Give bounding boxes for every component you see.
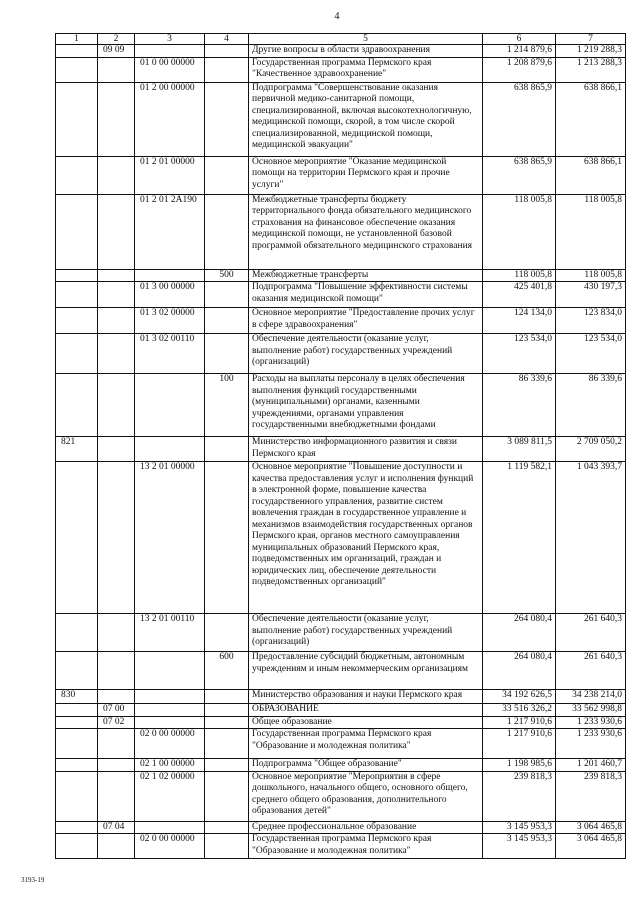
amount-cell-col7: 123 834,0 — [556, 308, 626, 334]
table-row — [56, 374, 626, 437]
section-code-cell: 07 00 — [98, 704, 135, 717]
section-code-cell — [98, 437, 135, 462]
target-article-cell: 02 1 00 00000 — [135, 759, 205, 772]
table-row — [56, 194, 626, 269]
expense-type-cell: 100 — [205, 374, 249, 437]
name-cell: Министерство образования и науки Пермского края — [249, 690, 483, 704]
amount-cell-col6: 33 516 326,2 — [483, 704, 556, 717]
section-code-cell: 07 02 — [98, 716, 135, 729]
amount-cell-col6: 1 119 582,1 — [483, 462, 556, 614]
name-cell: Государственная программа Пермского края "Образование и молодежная политика" — [249, 729, 483, 759]
section-code-cell — [98, 759, 135, 772]
amount-cell-col7: 1 233 930,6 — [556, 729, 626, 759]
name-cell: Общее образование — [249, 716, 483, 729]
expense-type-cell — [205, 704, 249, 717]
target-article-cell — [135, 437, 205, 462]
section-code-cell — [98, 729, 135, 759]
ministry-code-cell — [56, 269, 98, 282]
ministry-code-cell: 821 — [56, 437, 98, 462]
amount-cell-col6: 1 217 910,6 — [483, 716, 556, 729]
table-row — [56, 156, 626, 194]
section-code-cell — [98, 269, 135, 282]
section-code-cell — [98, 834, 135, 859]
table-body — [56, 45, 626, 859]
target-article-cell — [135, 704, 205, 717]
expense-type-cell — [205, 834, 249, 859]
amount-cell-col6: 239 818,3 — [483, 771, 556, 821]
name-cell: Основное мероприятие "Мероприятия в сфере дошкольного, начального общего, основного общего, среднего общего образования, дополнительного образования детей" — [249, 771, 483, 821]
table-row — [56, 729, 626, 759]
name-cell: Расходы на выплаты персоналу в целях обеспечения выполнения функций государственными (муниципальными) органами, казенными учреждениями, органами управления государственными внебюджетными фондами — [249, 374, 483, 437]
ministry-code-cell — [56, 759, 98, 772]
ministry-code-cell — [56, 652, 98, 690]
expense-type-cell — [205, 334, 249, 374]
amount-cell-col7: 1 213 288,3 — [556, 57, 626, 82]
expense-type-cell — [205, 729, 249, 759]
table-row — [56, 716, 626, 729]
name-cell: Подпрограмма "Совершенствование оказания первичной медико-санитарной помощи, специализированной, включая высокотехнологичную, медицинской помощи, скорой, в том числе скорой специализированной, медицинской помощи, медицинской эвакуации" — [249, 82, 483, 156]
target-article-cell: 02 0 00 00000 — [135, 729, 205, 759]
amount-cell-col6: 3 145 953,3 — [483, 834, 556, 859]
target-article-cell — [135, 652, 205, 690]
section-code-cell — [98, 374, 135, 437]
section-code-cell — [98, 614, 135, 652]
document-footer-code: 3193-19 — [21, 876, 45, 884]
amount-cell-col6: 123 534,0 — [483, 334, 556, 374]
amount-cell-col7: 86 339,6 — [556, 374, 626, 437]
section-code-cell — [98, 82, 135, 156]
target-article-cell: 02 0 00 00000 — [135, 834, 205, 859]
table-row — [56, 690, 626, 704]
column-header: 3 — [135, 34, 205, 45]
name-cell: Обеспечение деятельности (оказание услуг, выполнение работ) государственных учреждений (организаций) — [249, 614, 483, 652]
amount-cell-col7: 1 201 460,7 — [556, 759, 626, 772]
section-code-cell — [98, 334, 135, 374]
amount-cell-col7: 3 064 465,8 — [556, 821, 626, 834]
amount-cell-col6: 3 145 953,3 — [483, 821, 556, 834]
target-article-cell — [135, 690, 205, 704]
amount-cell-col6: 264 080,4 — [483, 614, 556, 652]
column-header: 2 — [98, 34, 135, 45]
name-cell: Государственная программа Пермского края "Образование и молодежная политика" — [249, 834, 483, 859]
name-cell: Межбюджетные трансферты бюджету территориального фонда обязательного медицинского страхования на финансовое обеспечение оказания медицинской помощи, не установленной базовой программой обязательного медицинского страхования — [249, 194, 483, 269]
section-code-cell: 09 09 — [98, 45, 135, 58]
amount-cell-col7: 638 866,1 — [556, 156, 626, 194]
ministry-code-cell — [56, 729, 98, 759]
name-cell: Подпрограмма "Общее образование" — [249, 759, 483, 772]
target-article-cell: 01 0 00 00000 — [135, 57, 205, 82]
amount-cell-col6: 264 080,4 — [483, 652, 556, 690]
amount-cell-col6: 1 214 879,6 — [483, 45, 556, 58]
expense-type-cell — [205, 282, 249, 308]
target-article-cell: 13 2 01 00110 — [135, 614, 205, 652]
name-cell: Министерство информационного развития и связи Пермского края — [249, 437, 483, 462]
amount-cell-col7: 261 640,3 — [556, 614, 626, 652]
name-cell: Межбюджетные трансферты — [249, 269, 483, 282]
amount-cell-col6: 86 339,6 — [483, 374, 556, 437]
ministry-code-cell — [56, 334, 98, 374]
target-article-cell: 01 2 01 00000 — [135, 156, 205, 194]
page-number: 4 — [334, 11, 340, 22]
amount-cell-col7: 261 640,3 — [556, 652, 626, 690]
amount-cell-col6: 3 089 811,5 — [483, 437, 556, 462]
expense-type-cell — [205, 194, 249, 269]
target-article-cell — [135, 374, 205, 437]
ministry-code-cell — [56, 82, 98, 156]
table-row — [56, 759, 626, 772]
expense-type-cell — [205, 759, 249, 772]
table-row — [56, 462, 626, 614]
amount-cell-col7: 33 562 998,8 — [556, 704, 626, 717]
amount-cell-col6: 1 208 879,6 — [483, 57, 556, 82]
amount-cell-col6: 425 401,8 — [483, 282, 556, 308]
amount-cell-col6: 124 134,0 — [483, 308, 556, 334]
section-code-cell — [98, 194, 135, 269]
expense-type-cell — [205, 156, 249, 194]
section-code-cell — [98, 156, 135, 194]
ministry-code-cell — [56, 834, 98, 859]
target-article-cell: 01 2 01 2А190 — [135, 194, 205, 269]
ministry-code-cell — [56, 771, 98, 821]
amount-cell-col6: 118 005,8 — [483, 269, 556, 282]
expense-type-cell: 600 — [205, 652, 249, 690]
column-header: 5 — [249, 34, 483, 45]
column-header: 4 — [205, 34, 249, 45]
amount-cell-col7: 239 818,3 — [556, 771, 626, 821]
ministry-code-cell — [56, 821, 98, 834]
name-cell: Основное мероприятие "Повышение доступности и качества предоставления услуг и исполнения функций в электронной форме, повышение качества государственного управления, развитие систем вовлечения граждан в государственное управление и механизмов взаимодействия государственных органов Пермского края, органов местного самоуправления муниципальных образований Пермского края, подведомственных им организаций, граждан и юридических лиц, обеспечение деятельности подведомственных организаций" — [249, 462, 483, 614]
amount-cell-col7: 118 005,8 — [556, 194, 626, 269]
name-cell: Другие вопросы в области здравоохранения — [249, 45, 483, 58]
amount-cell-col6: 638 865,9 — [483, 82, 556, 156]
ministry-code-cell — [56, 614, 98, 652]
amount-cell-col7: 1 233 930,6 — [556, 716, 626, 729]
target-article-cell — [135, 45, 205, 58]
ministry-code-cell — [56, 716, 98, 729]
target-article-cell: 01 3 02 00110 — [135, 334, 205, 374]
target-article-cell: 13 2 01 00000 — [135, 462, 205, 614]
section-code-cell: 07 04 — [98, 821, 135, 834]
table-row — [56, 282, 626, 308]
amount-cell-col7: 1 043 393,7 — [556, 462, 626, 614]
table-row — [56, 308, 626, 334]
amount-cell-col6: 34 192 626,5 — [483, 690, 556, 704]
name-cell: Среднее профессиональное образование — [249, 821, 483, 834]
table-row — [56, 771, 626, 821]
amount-cell-col7: 638 866,1 — [556, 82, 626, 156]
section-code-cell — [98, 57, 135, 82]
table-row — [56, 334, 626, 374]
expense-type-cell — [205, 821, 249, 834]
expense-type-cell — [205, 57, 249, 82]
target-article-cell: 01 3 02 00000 — [135, 308, 205, 334]
expense-type-cell — [205, 690, 249, 704]
amount-cell-col6: 118 005,8 — [483, 194, 556, 269]
ministry-code-cell — [56, 57, 98, 82]
column-header: 7 — [556, 34, 626, 45]
table-row — [56, 57, 626, 82]
target-article-cell — [135, 269, 205, 282]
table-header-row — [56, 34, 626, 45]
name-cell: Основное мероприятие "Оказание медицинской помощи на территории Пермского края и прочие услуги" — [249, 156, 483, 194]
target-article-cell: 01 3 00 00000 — [135, 282, 205, 308]
expense-type-cell: 500 — [205, 269, 249, 282]
name-cell: Предоставление субсидий бюджетным, автономным учреждениям и иным некоммерческим организациям — [249, 652, 483, 690]
amount-cell-col7: 2 709 050,2 — [556, 437, 626, 462]
amount-cell-col6: 1 217 910,6 — [483, 729, 556, 759]
ministry-code-cell — [56, 308, 98, 334]
expense-type-cell — [205, 437, 249, 462]
expense-type-cell — [205, 45, 249, 58]
table-row — [56, 834, 626, 859]
ministry-code-cell — [56, 194, 98, 269]
ministry-code-cell — [56, 462, 98, 614]
section-code-cell — [98, 771, 135, 821]
table-row — [56, 82, 626, 156]
ministry-code-cell — [56, 156, 98, 194]
amount-cell-col7: 3 064 465,8 — [556, 834, 626, 859]
ministry-code-cell — [56, 45, 98, 58]
column-header: 6 — [483, 34, 556, 45]
amount-cell-col7: 118 005,8 — [556, 269, 626, 282]
amount-cell-col6: 1 198 985,6 — [483, 759, 556, 772]
target-article-cell: 01 2 00 00000 — [135, 82, 205, 156]
amount-cell-col7: 34 238 214,0 — [556, 690, 626, 704]
ministry-code-cell — [56, 704, 98, 717]
table-row — [56, 614, 626, 652]
expense-type-cell — [205, 771, 249, 821]
ministry-code-cell — [56, 282, 98, 308]
name-cell: Обеспечение деятельности (оказание услуг, выполнение работ) государственных учреждений (организаций) — [249, 334, 483, 374]
table-row — [56, 821, 626, 834]
expense-type-cell — [205, 716, 249, 729]
expense-type-cell — [205, 462, 249, 614]
amount-cell-col6: 638 865,9 — [483, 156, 556, 194]
expense-type-cell — [205, 82, 249, 156]
section-code-cell — [98, 652, 135, 690]
target-article-cell: 02 1 02 00000 — [135, 771, 205, 821]
section-code-cell — [98, 308, 135, 334]
expense-type-cell — [205, 308, 249, 334]
name-cell: Государственная программа Пермского края "Качественное здравоохранение" — [249, 57, 483, 82]
target-article-cell — [135, 821, 205, 834]
ministry-code-cell — [56, 374, 98, 437]
name-cell: ОБРАЗОВАНИЕ — [249, 704, 483, 717]
name-cell: Основное мероприятие "Предоставление прочих услуг в сфере здравоохранения" — [249, 308, 483, 334]
name-cell: Подпрограмма "Повышение эффективности системы оказания медицинской помощи" — [249, 282, 483, 308]
target-article-cell — [135, 716, 205, 729]
amount-cell-col7: 123 534,0 — [556, 334, 626, 374]
expense-type-cell — [205, 614, 249, 652]
table-row — [56, 269, 626, 282]
section-code-cell — [98, 462, 135, 614]
column-header: 1 — [56, 34, 98, 45]
amount-cell-col7: 1 219 288,3 — [556, 45, 626, 58]
ministry-code-cell: 830 — [56, 690, 98, 704]
table-row — [56, 45, 626, 58]
amount-cell-col7: 430 197,3 — [556, 282, 626, 308]
table-row — [56, 437, 626, 462]
budget-table — [55, 33, 626, 859]
section-code-cell — [98, 690, 135, 704]
table-row — [56, 652, 626, 690]
section-code-cell — [98, 282, 135, 308]
table-row — [56, 704, 626, 717]
